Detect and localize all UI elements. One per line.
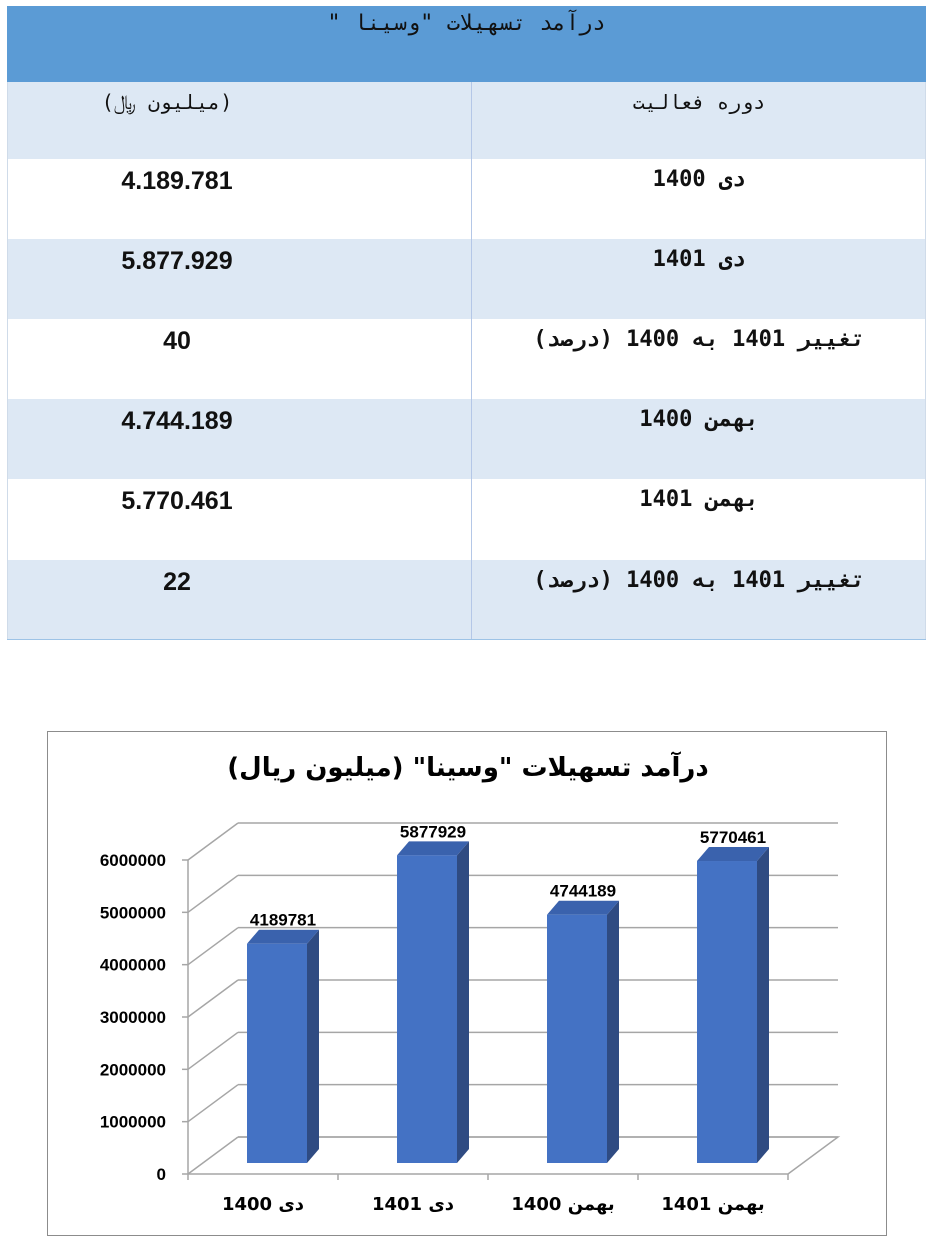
bar-top — [247, 930, 319, 944]
row-value: 4.189.781 — [121, 167, 233, 195]
table-row — [7, 159, 926, 239]
row-value: 4.744.189 — [121, 407, 233, 435]
y-tick-label: 2000000 — [99, 1060, 166, 1080]
table-title: درآمد تسهیلات "وسینا " — [7, 6, 926, 82]
income-table — [7, 6, 926, 640]
gridline-side — [188, 1137, 238, 1174]
gridline-side — [188, 875, 238, 912]
y-tick-label: 6000000 — [99, 851, 166, 870]
header-period: دوره فعالیت — [471, 82, 926, 159]
data-label: 5770461 — [699, 828, 767, 848]
table-header-row — [7, 82, 926, 159]
table-border-left — [7, 82, 8, 640]
data-label: 4189781 — [249, 910, 317, 930]
bar-top — [397, 841, 469, 855]
gridline-side — [188, 823, 238, 860]
table-row — [7, 239, 926, 319]
bar-front — [247, 944, 307, 1163]
y-tick-label: 4000000 — [99, 955, 166, 975]
data-label: 5877929 — [399, 822, 467, 842]
table-row — [7, 479, 926, 560]
bar-side — [607, 901, 619, 1163]
bar — [547, 901, 619, 1163]
row-value: 5.877.929 — [121, 247, 233, 275]
y-tick-label: 5000000 — [99, 903, 166, 923]
gridline-side — [188, 928, 238, 965]
row-period: دی 1401 — [471, 239, 926, 319]
row-period: تغییر 1401 به 1400 (درصد) — [471, 560, 926, 640]
bar-front — [547, 915, 607, 1163]
x-tick-label: بهمن 1400 — [511, 1194, 615, 1215]
x-tick-label: دی 1401 — [371, 1194, 455, 1215]
row-period: بهمن 1400 — [471, 399, 926, 479]
table-row — [7, 399, 926, 479]
row-period: تغییر 1401 به 1400 (درصد) — [471, 319, 926, 399]
gridline-side — [188, 980, 238, 1017]
x-tick-label: دی 1400 — [221, 1194, 305, 1215]
bar-side — [457, 841, 469, 1163]
table-border-right — [925, 82, 926, 640]
bar-top — [547, 901, 619, 915]
chart-frame — [47, 731, 887, 1236]
row-value: 40 — [163, 327, 191, 355]
table-row — [7, 560, 926, 640]
bar-side — [307, 930, 319, 1163]
row-value: 5.770.461 — [121, 487, 233, 515]
bar — [247, 930, 319, 1163]
y-tick-label: 0 — [156, 1165, 166, 1184]
chart-bars — [247, 841, 769, 1163]
row-value: 22 — [163, 568, 191, 596]
row-period: بهمن 1401 — [471, 479, 926, 560]
bar-top — [697, 847, 769, 861]
bar — [397, 841, 469, 1163]
chart-title: درآمد تسهیلات "وسینا" (میلیون ریال) — [227, 753, 709, 783]
bar-front — [397, 855, 457, 1163]
bar-front — [697, 861, 757, 1163]
data-label: 4744189 — [549, 881, 617, 901]
bar — [697, 847, 769, 1163]
bar-side — [757, 847, 769, 1163]
header-value: (میلیون ﷼) — [101, 90, 233, 114]
table-row — [7, 319, 926, 399]
row-period: دی 1400 — [471, 159, 926, 239]
x-tick-label: بهمن 1401 — [661, 1194, 765, 1215]
table-border-bottom — [7, 639, 926, 640]
gridline-side — [188, 1032, 238, 1069]
bar-chart — [48, 732, 886, 1235]
gridline-side — [188, 1085, 238, 1122]
y-tick-label: 3000000 — [99, 1008, 166, 1027]
y-tick-label: 1000000 — [99, 1112, 166, 1132]
